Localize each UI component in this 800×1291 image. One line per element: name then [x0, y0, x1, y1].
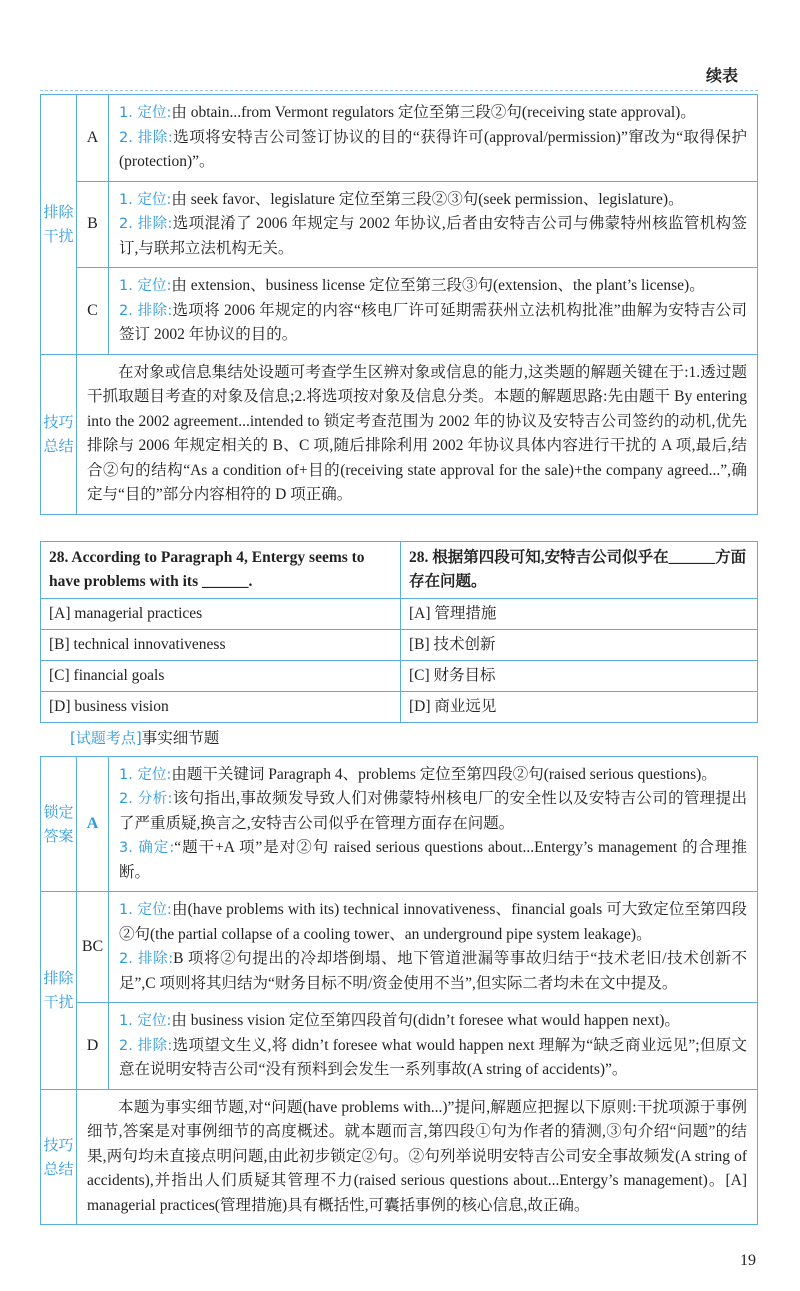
table-row — [41, 95, 758, 182]
option-zh: [D] 商业远见 — [401, 691, 758, 722]
point-label: 1. 定位: — [119, 766, 172, 783]
point-text: 由 obtain...from Vermont regulators 定位至第三段②句(receiving state approval)。 — [171, 104, 696, 121]
table-row — [41, 181, 758, 268]
point-label: 2. 排除: — [119, 1037, 173, 1054]
point-text: 由(have problems with its) technical innovativeness、financial goals 可大致定位至第四段②句(the partial collapse of a cooling tower、an underground pipe system leakage)。 — [119, 901, 747, 943]
point-label: 1. 定位: — [119, 1013, 172, 1029]
option-letter: BC — [77, 892, 109, 1003]
option-row — [41, 598, 758, 629]
question-stem-zh: 28. 根据第四段可知,安特吉公司似乎在______方面存在问题。 — [401, 541, 758, 598]
exclude-label: 排除干扰 — [41, 892, 77, 1090]
analysis-table-28 — [40, 756, 758, 1226]
option-en: [B] technical innovativeness — [41, 629, 401, 660]
option-zh: [B] 技术创新 — [401, 629, 758, 660]
option-analysis — [109, 892, 758, 1003]
option-zh: [C] 财务目标 — [401, 660, 758, 691]
option-en: [A] managerial practices — [41, 598, 401, 629]
option-row — [41, 691, 758, 722]
point-label: 2. 分析: — [119, 791, 173, 807]
option-letter: D — [77, 1003, 109, 1090]
point-text: 由 seek favor、legislature 定位至第三段②③句(seek permission、legislature)。 — [171, 190, 684, 208]
question-stem-row — [41, 541, 758, 598]
point-label: 2. 排除: — [119, 951, 174, 967]
point-label: 1. 定位: — [119, 902, 172, 918]
option-letter: B — [77, 181, 109, 268]
answer-analysis — [109, 756, 758, 892]
summary-label: 技巧总结 — [41, 354, 77, 514]
point-text: 该句指出,事故频发导致人们对佛蒙特州核电厂的安全性以及安特吉公司的管理提出了严重质疑,换言之,安特吉公司似乎在管理方面存在问题。 — [119, 790, 747, 832]
question-table — [40, 541, 758, 723]
summary-row — [41, 1089, 758, 1225]
option-letter: A — [77, 95, 109, 182]
page-number: 19 — [740, 1252, 756, 1269]
option-letter: C — [77, 268, 109, 355]
continued-label: 续表 — [705, 68, 738, 85]
point-text: 选项望文生义,将 didn’t foresee what would happen next 理解为“缺乏商业远见”;但原文意在说明安特吉公司“没有预料到会发生一系列事故(A string of accidents)”。 — [119, 1036, 747, 1078]
summary-label: 技巧总结 — [41, 1089, 77, 1225]
point-text: 由 business vision 定位至第四段首句(didn’t foresee what would happen next)。 — [171, 1012, 680, 1029]
summary-row — [41, 354, 758, 514]
point-label: 3. 确定: — [119, 840, 175, 856]
summary-text: 本题为事实细节题,对“问题(have problems with...)”提问,解题应把握以下原则:干扰项源于事例细节,答案是对事例细节的高度概述。就本题而言,第四段①句为作者的猜测,③句介绍“问题”的结果,两句均未直接点明问题,由此初步锁定②句。②句列举说明安特吉公司安全事故频发(A string of accidents),并指出人们质疑其管理不力(raised serious questions about...Entergy’s management)。[A] managerial practices(管理措施)具有概括性,可囊括事例的核心信息,故正确。 — [77, 1089, 758, 1225]
point-text: B 项将②句提出的冷却塔倒塌、地下管道泄漏等事故归结于“技术老旧/技术创新不足”,C 项则将其归结为“财务目标不明/资金使用不当”,但实际二者均未在文中提及。 — [119, 950, 747, 992]
option-en: [D] business vision — [41, 691, 401, 722]
exam-point-text: 事实细节题 — [141, 729, 220, 747]
option-analysis — [109, 1003, 758, 1090]
point-text: “题干+A 项”是对②句 raised serious questions about...Entergy’s management 的合理推断。 — [119, 839, 747, 881]
option-zh: [A] 管理措施 — [401, 598, 758, 629]
analysis-table-27 — [40, 94, 758, 515]
point-text: 选项将安特吉公司签订协议的目的“获得许可(approval/permission)”窜改为“取得保护(protection)”。 — [119, 128, 747, 170]
point-label: 1. 定位: — [119, 191, 172, 208]
question-stem-en: 28. According to Paragraph 4, Entergy seems to have problems with its ______. — [41, 541, 401, 598]
divider — [40, 90, 758, 91]
option-row — [41, 660, 758, 691]
answer-row — [41, 756, 758, 892]
table-row — [41, 892, 758, 1003]
exam-point — [70, 727, 758, 750]
point-label: 1. 定位: — [119, 278, 172, 294]
summary-text: 在对象或信息集结处设题可考查学生区辨对象或信息的能力,这类题的解题关键在于:1.透过题干抓取题目考查的对象及信息;2.将选项按对象及信息分类。本题的解题思路:先由题干 By entering into the 2002 agreement...intended to 锁定考查范围为 2002 年的协议及安特吉公司签约的动机,优先排除与 2006 年规定相关的 B、C 项,随后排除利用 2002 年协议具体内容进行干扰的 A 项,最后,结合②句的结构“As a condition of+目的(receiving state approval for the sale)+the company agreed...”,确定与“目的”部分内容相符的 D 项正确。 — [77, 354, 758, 514]
option-en: [C] financial goals — [41, 660, 401, 691]
point-label: 1. 定位: — [119, 105, 172, 121]
point-text: 选项将 2006 年规定的内容“核电厂许可延期需获州立法机构批准”曲解为安特吉公司签订 2002 年协议的目的。 — [119, 301, 747, 343]
answer-label: 锁定答案 — [41, 756, 77, 892]
point-label: 2. 排除: — [119, 302, 173, 319]
option-analysis — [109, 268, 758, 355]
answer-letter: A — [77, 756, 109, 892]
option-analysis — [109, 181, 758, 268]
point-label: 2. 排除: — [119, 216, 173, 232]
exam-point-label: [试题考点] — [70, 728, 142, 747]
table-row — [41, 1003, 758, 1090]
option-row — [41, 629, 758, 660]
point-text: 由 extension、business license 定位至第三段③句(extension、the plant’s license)。 — [171, 277, 705, 294]
point-label: 2. 排除: — [119, 129, 173, 146]
exclude-label: 排除干扰 — [41, 95, 77, 355]
table-row — [41, 268, 758, 355]
option-analysis — [109, 95, 758, 182]
point-text: 选项混淆了 2006 年规定与 2002 年协议,后者由安特吉公司与佛蒙特州核监管机构签订,与联邦立法机构无关。 — [119, 215, 747, 257]
point-text: 由题干关键词 Paragraph 4、problems 定位至第四段②句(raised serious questions)。 — [171, 765, 717, 783]
